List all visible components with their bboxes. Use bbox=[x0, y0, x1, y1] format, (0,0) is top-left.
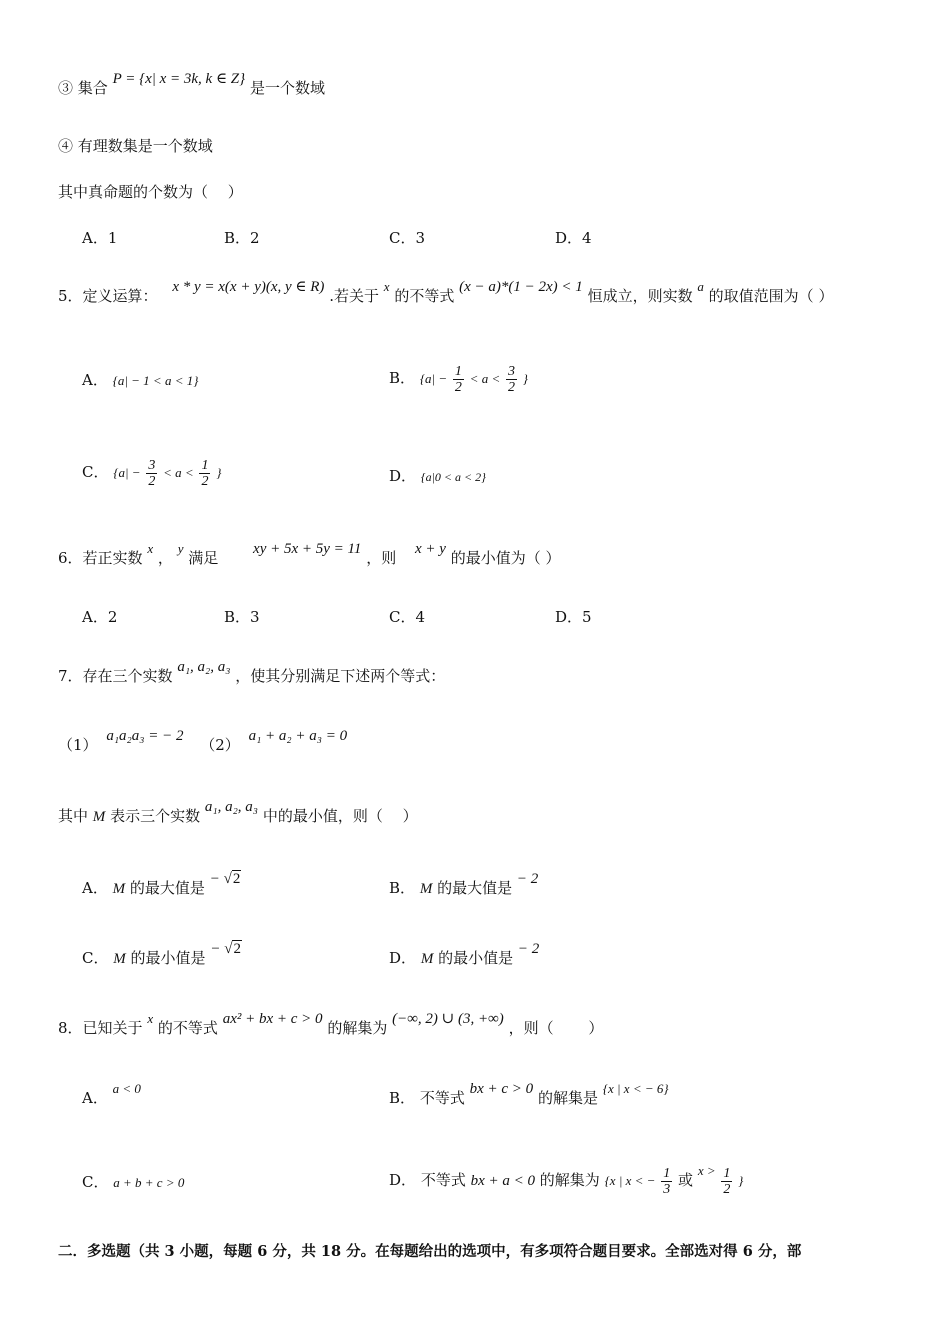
q8-solution-set: (−∞, 2) ∪ (3, +∞) bbox=[392, 1011, 504, 1027]
q8-option-a[interactable] bbox=[82, 1081, 141, 1109]
q8-option-d-frac2-den: 2 bbox=[723, 1181, 731, 1197]
q5-option-b-frac2-num: 3 bbox=[508, 363, 515, 379]
q5-option-b-label: B． bbox=[389, 369, 416, 387]
q5-option-b-frac1 bbox=[453, 364, 464, 395]
q7-option-c[interactable] bbox=[82, 941, 242, 969]
q5-option-c-mid: < a < bbox=[163, 465, 194, 480]
q5-var-x: x bbox=[383, 279, 390, 294]
q7-option-d-label: D． bbox=[389, 949, 417, 967]
q7-option-c-root: 2 bbox=[233, 941, 241, 957]
q8-option-d-mid: x > bbox=[697, 1163, 716, 1178]
q5-option-c-left: {a| − bbox=[113, 465, 141, 480]
q6-option-d[interactable]: D．5 bbox=[555, 608, 592, 626]
q7-option-b-text: 的最大值是 bbox=[437, 879, 513, 897]
q5-option-b-frac1-den: 2 bbox=[454, 379, 462, 395]
q8-var-x: x bbox=[147, 1011, 154, 1026]
q8-option-d-text1: 不等式 bbox=[420, 1171, 466, 1189]
q8-suffix: ，则（ ） bbox=[508, 1019, 604, 1037]
q7-option-d-m: M bbox=[420, 951, 434, 967]
q5-option-b-frac2 bbox=[506, 364, 517, 395]
q4-stem: 其中真命题的个数为（ ） bbox=[58, 183, 243, 201]
q6-option-b[interactable]: B．3 bbox=[224, 608, 260, 626]
q5-inequality: (x − a)*(1 − 2x) < 1 bbox=[459, 279, 583, 295]
q7-option-a-m: M bbox=[112, 881, 126, 897]
q5-option-b-right: } bbox=[522, 371, 528, 386]
q7-stem-m: M bbox=[92, 809, 106, 825]
q8-option-b-text1: 不等式 bbox=[419, 1089, 465, 1107]
q7-option-b-m: M bbox=[419, 881, 433, 897]
q5-option-b[interactable] bbox=[389, 358, 528, 399]
q6-cond-label: 满足 bbox=[188, 549, 219, 567]
q4-statement-3 bbox=[58, 71, 325, 99]
q7-suffix: ，使其分别满足下述两个等式： bbox=[235, 667, 446, 685]
q8-mid2: 的解集为 bbox=[327, 1019, 388, 1037]
q5-option-c-frac1-num: 3 bbox=[148, 457, 156, 473]
q7-option-c-value: − √2 bbox=[210, 941, 241, 957]
q5-option-c-frac2-den: 2 bbox=[201, 473, 209, 489]
q5-mid2: 的不等式 bbox=[394, 287, 455, 305]
section2-heading: 二．多选题（共 3 小题，每题 6 分，共 18 分。在每题给出的选项中，有多项符合题目要求。全部选对得 6 分，部 bbox=[58, 1243, 802, 1260]
q8-option-d-frac2 bbox=[721, 1166, 732, 1197]
q5-option-c[interactable] bbox=[82, 452, 221, 493]
q7-eq1: a₁a₂a₃ = − 2 bbox=[106, 728, 184, 744]
q6-condition: xy + 5x + 5y = 11 bbox=[253, 541, 362, 557]
q5-suffix2: 的取值范围为（ ） bbox=[708, 287, 834, 305]
q4-option-b[interactable]: B．2 bbox=[224, 229, 260, 247]
q7-option-a-root: 2 bbox=[232, 871, 241, 887]
q8-option-c-math: a + b + c > 0 bbox=[113, 1175, 185, 1190]
q7-stem2 bbox=[58, 799, 418, 827]
q5-option-d-label: D． bbox=[389, 467, 417, 485]
q7-vars: a₁, a₂, a₃ bbox=[177, 659, 231, 675]
q7-option-b[interactable] bbox=[389, 871, 539, 899]
q5-option-b-frac1-num: 1 bbox=[454, 363, 462, 379]
q7-option-c-text: 的最小值是 bbox=[130, 949, 206, 967]
q8-inequality: ax² + bx + c > 0 bbox=[222, 1011, 323, 1027]
q5-option-c-frac1-den: 2 bbox=[148, 473, 156, 489]
q4-option-d[interactable]: D．4 bbox=[555, 229, 592, 247]
q8-option-d-or: 或 bbox=[678, 1171, 694, 1189]
q5-option-c-frac2 bbox=[199, 458, 210, 489]
q6-option-c[interactable]: C．4 bbox=[389, 608, 426, 626]
q7-prefix: 7．存在三个实数 bbox=[58, 667, 173, 685]
q7-option-c-sign: − bbox=[210, 941, 221, 957]
q8-option-d[interactable] bbox=[389, 1160, 743, 1201]
q8-option-d-right: } bbox=[738, 1173, 744, 1188]
q4-option-c[interactable]: C．3 bbox=[389, 229, 426, 247]
q4-option-a[interactable]: A．1 bbox=[82, 229, 118, 247]
q5-var-a: a bbox=[697, 279, 704, 294]
q8-option-b-ineq: bx + c > 0 bbox=[469, 1081, 534, 1097]
q4-statement-4: ④ 有理数集是一个数域 bbox=[58, 137, 213, 155]
q7-eq2: a₁ + a₂ + a₃ = 0 bbox=[248, 728, 348, 744]
q6-then: ，则 bbox=[366, 549, 397, 567]
q7-option-a[interactable] bbox=[82, 871, 241, 899]
q8-option-d-text2: 的解集为 bbox=[539, 1171, 600, 1189]
q5-option-a[interactable] bbox=[82, 370, 198, 391]
q5-option-c-label: C． bbox=[82, 463, 109, 481]
q6-var-x: x bbox=[147, 541, 154, 556]
q7-option-a-text: 的最大值是 bbox=[129, 879, 205, 897]
q8-option-d-frac1-num: 1 bbox=[663, 1165, 671, 1181]
q6-prefix: 6．若正实数 bbox=[58, 549, 143, 567]
q7-option-a-sign: − bbox=[209, 871, 220, 887]
q7-stem-suffix: 中的最小值，则（ ） bbox=[262, 807, 418, 825]
q8-option-b-label: B． bbox=[389, 1089, 416, 1107]
q6-var-y: y bbox=[177, 541, 184, 556]
q6-target: x + y bbox=[415, 541, 446, 557]
q7-option-b-value: − 2 bbox=[516, 871, 539, 887]
q7-eq1-label: （1） bbox=[58, 736, 98, 754]
q8-mid: 的不等式 bbox=[157, 1019, 218, 1037]
q5-op-def: x * y = x(x + y)(x, y ∈ R) bbox=[172, 279, 325, 295]
q8-stem bbox=[58, 1011, 604, 1039]
q8-prefix: 8．已知关于 bbox=[58, 1019, 143, 1037]
q7-option-a-label: A． bbox=[82, 879, 108, 897]
q7-stem-vars: a₁, a₂, a₃ bbox=[204, 799, 259, 815]
q8-option-b-set: {x | x < − 6} bbox=[602, 1081, 669, 1096]
q7-eq2-label: （2） bbox=[200, 736, 240, 754]
q8-option-c[interactable] bbox=[82, 1172, 184, 1193]
q5-option-a-math: {a| − 1 < a < 1} bbox=[112, 373, 199, 388]
q5-mid: .若关于 bbox=[329, 287, 379, 305]
q5-stem bbox=[58, 279, 834, 307]
q8-option-c-label: C． bbox=[82, 1173, 109, 1191]
q6-option-a[interactable]: A．2 bbox=[82, 608, 118, 626]
q8-option-d-ineq: bx + a < 0 bbox=[470, 1173, 536, 1189]
q5-option-a-label: A． bbox=[82, 371, 108, 389]
q4-s3-prefix: ③ 集合 bbox=[58, 79, 108, 97]
q7-option-d-text: 的最小值是 bbox=[438, 949, 514, 967]
q8-option-d-left: {x | x < − bbox=[604, 1173, 656, 1188]
q5-option-c-right: } bbox=[216, 465, 222, 480]
q7-equations bbox=[58, 728, 348, 756]
q7-option-c-m: M bbox=[113, 951, 126, 967]
q7-option-a-value: − √2 bbox=[209, 871, 241, 887]
q8-option-d-frac1 bbox=[661, 1166, 672, 1197]
q7-option-b-label: B． bbox=[389, 879, 416, 897]
q8-option-b[interactable] bbox=[389, 1081, 669, 1109]
q7-option-d-value: − 2 bbox=[517, 941, 540, 957]
q6-suffix: 的最小值为（ ） bbox=[450, 549, 561, 567]
q6-stem bbox=[58, 541, 561, 569]
q5-option-c-frac1 bbox=[146, 458, 157, 489]
q5-option-c-frac2-num: 1 bbox=[201, 457, 209, 473]
q8-option-d-label: D． bbox=[389, 1171, 417, 1189]
q5-option-b-left: {a| − bbox=[419, 371, 448, 386]
q7-option-c-label: C． bbox=[82, 949, 109, 967]
q7-option-d[interactable] bbox=[389, 941, 540, 969]
q5-option-b-frac2-den: 2 bbox=[508, 379, 515, 395]
q4-s3-suffix: 是一个数域 bbox=[249, 79, 325, 97]
q4-s3-math: P = {x| x = 3k, k ∈ Z} bbox=[112, 71, 246, 87]
q5-option-d-math: {a|0 < a < 2} bbox=[420, 470, 486, 484]
q7-stem bbox=[58, 659, 446, 687]
q5-suffix: 恒成立，则实数 bbox=[587, 287, 693, 305]
q8-option-a-label: A． bbox=[82, 1089, 108, 1107]
q5-option-d[interactable] bbox=[389, 466, 486, 487]
q7-stem-mid: 表示三个实数 bbox=[110, 807, 201, 825]
q5-option-b-mid: < a < bbox=[469, 371, 501, 386]
q8-option-a-math: a < 0 bbox=[112, 1081, 141, 1096]
q7-stem-prefix: 其中 bbox=[58, 807, 89, 825]
q6-comma: ， bbox=[157, 549, 173, 567]
q5-prefix: 5．定义运算： bbox=[58, 287, 158, 305]
q8-option-d-frac2-num: 1 bbox=[723, 1165, 731, 1181]
q8-option-d-frac1-den: 3 bbox=[663, 1181, 671, 1197]
q8-option-b-text2: 的解集是 bbox=[537, 1089, 598, 1107]
